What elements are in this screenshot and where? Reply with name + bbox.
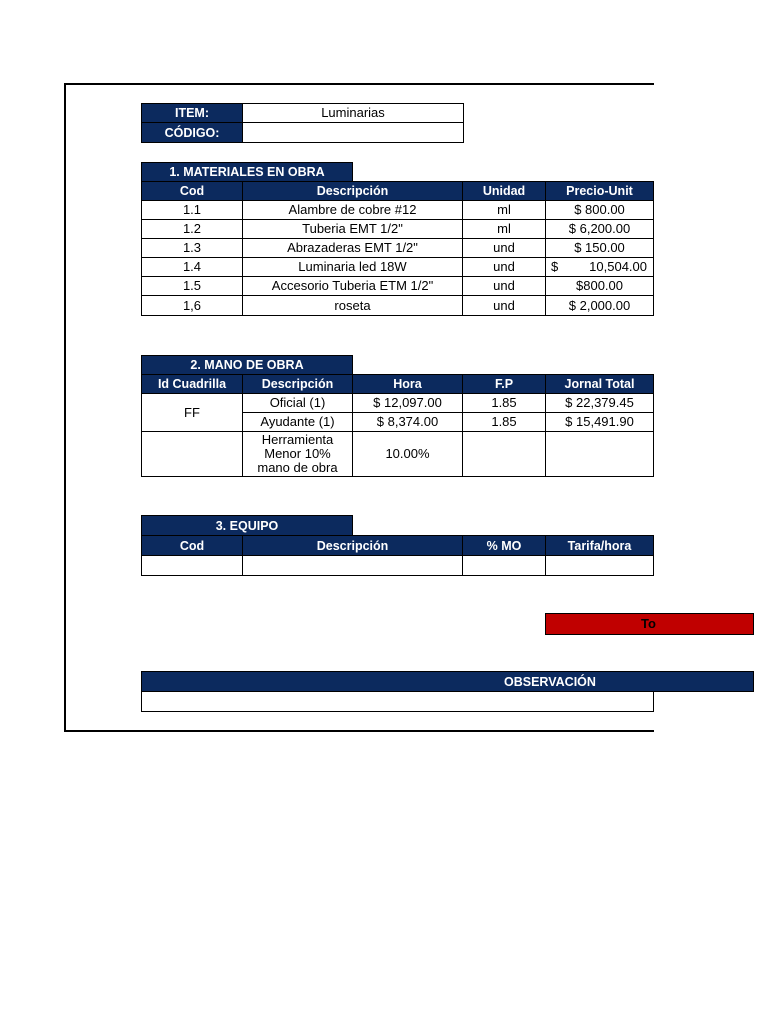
materiales-row-1-cod[interactable]: 1.1 [141,200,243,220]
materiales-row-2-desc[interactable]: Tuberia EMT 1/2" [242,219,463,239]
materiales-col-unidad: Unidad [462,181,546,201]
equipo-col-mo: % MO [462,535,546,556]
herramienta-pct[interactable]: 10.00% [352,431,463,477]
materiales-row-6-unidad[interactable]: und [462,295,546,316]
mano-obra-row-1-jornal[interactable]: $ 22,379.45 [545,393,654,413]
codigo-label: CÓDIGO: [141,122,243,143]
mano-obra-row-2-fp[interactable]: 1.85 [462,412,546,432]
mano-obra-row-1-desc[interactable]: Oficial (1) [242,393,353,413]
mano-obra-col-fp: F.P [462,374,546,394]
materiales-row-3-precio[interactable]: $ 150.00 [545,238,654,258]
mano-obra-row-1-hora[interactable]: $ 12,097.00 [352,393,463,413]
materiales-row-3-unidad[interactable]: und [462,238,546,258]
materiales-row-4-cod[interactable]: 1.4 [141,257,243,277]
equipo-title: 3. EQUIPO [141,515,353,536]
herramienta-jornal[interactable] [545,431,654,477]
materiales-row-2-cod[interactable]: 1.2 [141,219,243,239]
materiales-col-descripcion: Descripción [242,181,463,201]
materiales-row-1-desc[interactable]: Alambre de cobre #12 [242,200,463,220]
equipo-col-cod: Cod [141,535,243,556]
precio-amount: 10,504.00 [589,259,647,274]
equipo-row-1-cod[interactable] [141,555,243,576]
mano-obra-title: 2. MANO DE OBRA [141,355,353,375]
equipo-row-1-mo[interactable] [462,555,546,576]
mano-obra-col-jornal: Jornal Total [545,374,654,394]
mano-obra-row-2-desc[interactable]: Ayudante (1) [242,412,353,432]
item-label: ITEM: [141,103,243,123]
item-value-cell[interactable]: Luminarias [242,103,464,123]
precio-currency-symbol: $ [551,259,559,274]
herramienta-fp[interactable] [462,431,546,477]
mano-obra-row-2-hora[interactable]: $ 8,374.00 [352,412,463,432]
materiales-row-1-unidad[interactable]: ml [462,200,546,220]
mano-obra-col-hora: Hora [352,374,463,394]
materiales-row-4-precio[interactable] [545,257,654,277]
observacion-label: OBSERVACIÓN [504,674,596,689]
materiales-row-6-desc[interactable]: roseta [242,295,463,316]
materiales-row-6-precio[interactable]: $ 2,000.00 [545,295,654,316]
total-label: To [641,616,656,631]
materiales-row-2-unidad[interactable]: ml [462,219,546,239]
materiales-col-precio: Precio-Unit [545,181,654,201]
materiales-row-3-desc[interactable]: Abrazaderas EMT 1/2" [242,238,463,258]
materiales-row-2-precio[interactable]: $ 6,200.00 [545,219,654,239]
mano-obra-col-descripcion: Descripción [242,374,353,394]
equipo-col-tarifa: Tarifa/hora [545,535,654,556]
materiales-row-5-cod[interactable]: 1.5 [141,276,243,296]
materiales-row-4-desc[interactable]: Luminaria led 18W [242,257,463,277]
materiales-row-3-cod[interactable]: 1.3 [141,238,243,258]
materiales-row-5-unidad[interactable]: und [462,276,546,296]
materiales-row-1-precio[interactable]: $ 800.00 [545,200,654,220]
materiales-row-4-unidad[interactable]: und [462,257,546,277]
herramienta-desc[interactable]: Herramienta Menor 10% mano de obra [242,431,353,477]
materiales-title: 1. MATERIALES EN OBRA [141,162,353,182]
mano-obra-row-1-fp[interactable]: 1.85 [462,393,546,413]
mano-obra-row-2-jornal[interactable]: $ 15,491.90 [545,412,654,432]
materiales-row-5-desc[interactable]: Accesorio Tuberia ETM 1/2" [242,276,463,296]
codigo-value-cell[interactable] [242,122,464,143]
materiales-col-cod: Cod [141,181,243,201]
equipo-col-descripcion: Descripción [242,535,463,556]
equipo-row-1-tarifa[interactable] [545,555,654,576]
mano-obra-cuadrilla[interactable]: FF [141,393,243,432]
herramienta-cuadrilla[interactable] [141,431,243,477]
total-bar [545,613,754,635]
observacion-value[interactable] [141,691,654,712]
observacion-title [141,671,754,692]
equipo-row-1-desc[interactable] [242,555,463,576]
materiales-row-6-cod[interactable]: 1,6 [141,295,243,316]
materiales-row-5-precio[interactable]: $800.00 [545,276,654,296]
mano-obra-col-cuadrilla: Id Cuadrilla [141,374,243,394]
